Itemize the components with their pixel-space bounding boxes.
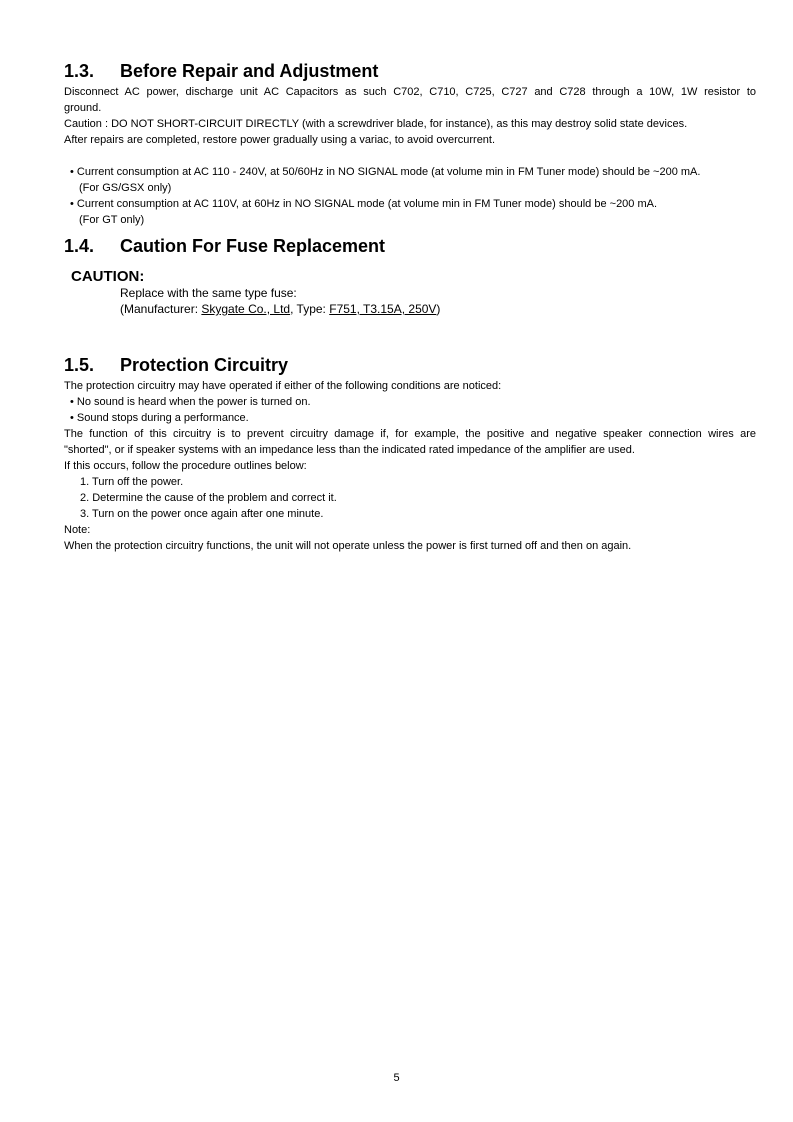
fuse-caution-body [120, 285, 440, 317]
after-repairs-note: After repairs are completed, restore power gradually using a variac, to avoid overcurrent. [64, 134, 496, 146]
fuse-manufacturer: Skygate Co., Ltd [201, 302, 291, 316]
procedure-intro: If this occurs, follow the procedure outlines below: [64, 460, 307, 472]
fuse-caution-title: CAUTION: [71, 268, 145, 285]
protection-condition-2: • Sound stops during a performance. [70, 412, 249, 424]
current-consumption-item-1-note: (For GS/GSX only) [79, 182, 172, 194]
current-consumption-item-2-note: (For GT only) [79, 214, 145, 226]
current-consumption-item-2: • Current consumption at AC 110V, at 60Hz in NO SIGNAL mode (at volume min in FM Tuner mode) should be ~200 mA. [70, 198, 658, 210]
discharge-instruction-line-1: Disconnect AC power, discharge unit AC Capacitors as such C702, C710, C725, C727 and C728 through a 10W, 1W resistor to [64, 86, 756, 98]
section-1-4-number: 1.4. [64, 236, 95, 256]
note-label: Note: [64, 524, 91, 536]
section-1-3-heading [64, 60, 378, 82]
section-1-5-number: 1.5. [64, 355, 95, 375]
fuse-manufacturer-prefix: (Manufacturer: [120, 302, 202, 316]
procedure-step-2: 2. Determine the cause of the problem and correct it. [80, 492, 337, 504]
discharge-instruction-line-2: ground. [64, 102, 102, 114]
fuse-type: F751, T3.15A, 250V [329, 302, 437, 316]
section-1-3-number: 1.3. [64, 61, 95, 81]
section-1-5-heading [64, 354, 288, 376]
fuse-spec-line [120, 301, 440, 317]
fuse-replace-instruction: Replace with the same type fuse: [120, 286, 297, 300]
page-number: 5 [393, 1072, 400, 1084]
procedure-step-1: 1. Turn off the power. [80, 476, 184, 488]
current-consumption-list [64, 164, 756, 228]
section-1-5-title: Protection Circuitry [120, 355, 289, 375]
current-consumption-item-1: • Current consumption at AC 110 - 240V, at 50/60Hz in NO SIGNAL mode (at volume min in FM Tuner mode) should be ~200 mA. [70, 166, 701, 178]
protection-function-line-1: The function of this circuitry is to prevent circuitry damage if, for example, the positive and negative speaker connection wires are [64, 428, 756, 440]
section-1-4-title: Caution For Fuse Replacement [120, 236, 386, 256]
section-1-3-title: Before Repair and Adjustment [120, 61, 379, 81]
fuse-spec-suffix: ) [436, 302, 441, 316]
protection-condition-1: • No sound is heard when the power is turned on. [70, 396, 311, 408]
section-1-5-body [64, 378, 756, 554]
procedure-step-3: 3. Turn on the power once again after one minute. [80, 508, 324, 520]
section-1-3-body [64, 84, 756, 148]
short-circuit-caution: Caution : DO NOT SHORT-CIRCUIT DIRECTLY (with a screwdriver blade, for instance), as this may destroy solid state devices. [64, 118, 688, 130]
fuse-type-prefix: , Type: [290, 302, 330, 316]
note-text: When the protection circuitry functions, the unit will not operate unless the power is first turned off and then on again. [64, 540, 632, 552]
protection-intro: The protection circuitry may have operated if either of the following conditions are noticed: [64, 380, 502, 392]
section-1-4-heading [64, 235, 385, 257]
protection-function-line-2: "shorted", or if speaker systems with an impedance less than the indicated rated impedance of the amplifier are used. [64, 444, 635, 456]
